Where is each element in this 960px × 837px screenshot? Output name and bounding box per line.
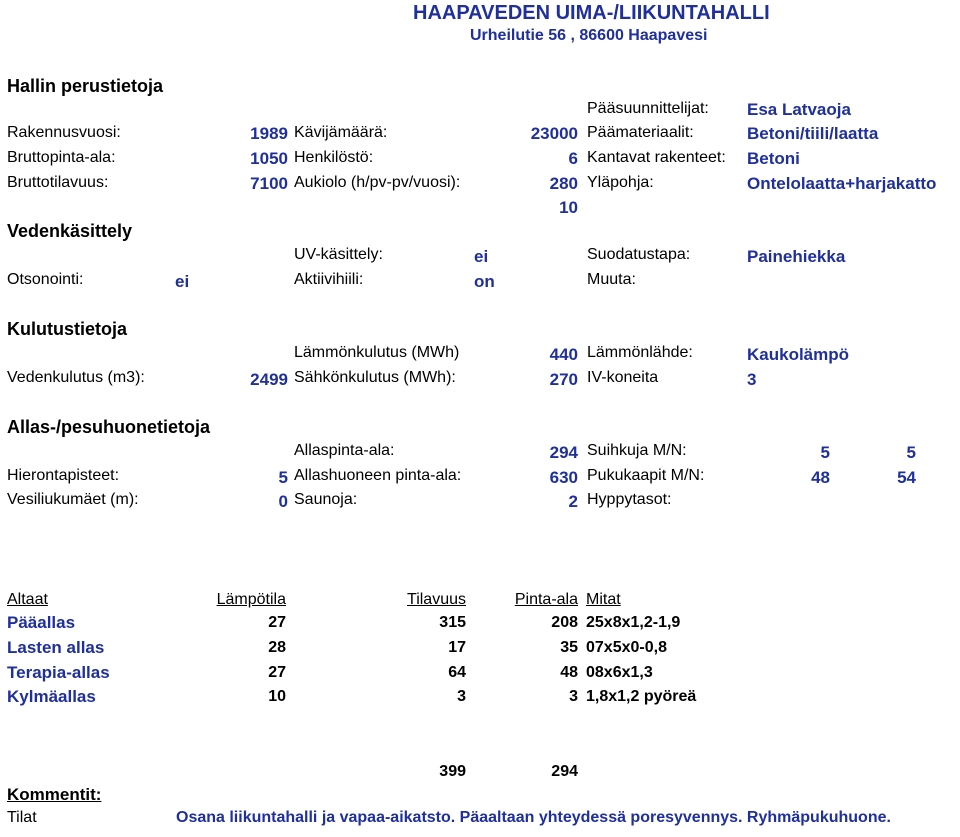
value-sahkonkulutus: 270 [549,370,578,389]
pool-mitat: 07x5x0-0,8 [586,639,667,656]
pool-pintaala: 208 [551,614,578,631]
pool-lampotila: 27 [268,614,286,631]
value-pukukaapit-m: 48 [811,468,830,487]
value-aukiolo: 280 [549,174,578,193]
value-pukukaapit-n: 54 [897,468,916,487]
value-kantavat: Betoni [747,149,800,168]
page-title: HAAPAVEDEN UIMA-/LIIKUNTAHALLI [413,2,770,24]
value-allashuone: 630 [549,468,578,487]
value-tilat: Osana liikuntahalli ja vapaa-aikatsto. Päaaltaan yhteydessä poresyvennys. Ryhmäpukuhuone. [176,809,891,826]
pool-tilavuus: 315 [439,614,466,631]
value-aukiolo-weeks: 10 [559,198,578,217]
pool-name: Kylmäallas [7,687,96,706]
label-ylapohja: Yläpohja: [587,174,654,191]
label-rakennusvuosi: Rakennusvuosi: [7,124,121,141]
section-heading-kulutus: Kulutustietoja [7,319,127,339]
kommentit-heading: Kommentit: [7,785,102,804]
value-suihkuja-m: 5 [820,443,830,462]
value-paasuunnittelijat: Esa Latvaoja [747,100,851,119]
value-henkilosto: 6 [568,149,578,168]
total-pintaala: 294 [551,763,578,780]
pool-pintaala: 3 [569,688,578,705]
label-aktiivihiili: Aktiivihiili: [294,271,364,288]
pool-lampotila: 27 [268,664,286,681]
value-lammonlahde: Kaukolämpö [747,345,850,364]
value-suihkuja-n: 5 [906,443,916,462]
section-heading-allas: Allas-/pesuhuonetietoja [7,417,211,437]
pool-mitat: 25x8x1,2-1,9 [586,614,681,631]
value-otsonointi: ei [175,272,190,291]
value-paamateriaalit: Betoni/tiili/laatta [747,124,879,143]
label-lammonkulutus: Lämmönkulutus (MWh) [294,344,460,361]
label-vesiliukumaet: Vesiliukumäet (m): [7,491,139,508]
label-paamateriaalit: Päämateriaalit: [587,124,694,141]
pool-lampotila: 10 [268,688,286,705]
label-tilat: Tilat [7,809,37,826]
pool-pintaala: 48 [560,664,578,681]
pool-pintaala: 35 [560,639,578,656]
value-lammonkulutus: 440 [549,345,578,364]
label-suodatus: Suodatustapa: [587,246,691,263]
value-bruttotilavuus: 7100 [250,174,288,193]
pool-tilavuus: 64 [448,664,466,681]
label-hierontapisteet: Hierontapisteet: [7,467,120,484]
label-saunoja: Saunoja: [294,491,358,508]
pool-tilavuus: 3 [457,688,466,705]
value-vedenkulutus: 2499 [250,370,288,389]
label-muuta: Muuta: [587,271,636,288]
label-aukiolo: Aukiolo (h/pv-pv/vuosi): [294,174,461,191]
label-bruttopinta: Bruttopinta-ala: [7,149,116,166]
label-kavijamaara: Kävijämäärä: [294,124,388,141]
label-kantavat: Kantavat rakenteet: [587,149,726,166]
table-header-tilavuus: Tilavuus [407,591,466,608]
label-bruttotilavuus: Bruttotilavuus: [7,174,109,191]
label-uv: UV-käsittely: [294,246,383,263]
label-paasuunnittelijat: Pääsuunnittelijat: [587,100,709,117]
value-aktiivihiili: on [474,272,495,291]
label-lammonlahde: Lämmönlähde: [587,344,693,361]
value-uv: ei [474,247,489,266]
label-suihkuja: Suihkuja M/N: [587,442,687,459]
label-allashuone: Allashuoneen pinta-ala: [294,468,462,484]
table-header-lampotila: Lämpötila [216,591,286,608]
section-heading-hallin: Hallin perustietoja [7,76,164,96]
value-rakennusvuosi: 1989 [250,124,288,143]
value-saunoja: 2 [568,492,578,511]
value-kavijamaara: 23000 [530,124,578,143]
label-ivkoneita: IV-koneita [587,369,659,386]
label-sahkonkulutus: Sähkönkulutus (MWh): [294,369,456,386]
value-bruttopinta: 1050 [250,149,288,168]
total-tilavuus: 399 [439,763,466,780]
label-pukukaapit: Pukukaapit M/N: [587,467,705,484]
table-header-pintaala: Pinta-ala [514,591,578,608]
value-ivkoneita: 3 [747,370,757,389]
label-hyppytasot: Hyppytasot: [587,491,672,508]
value-hierontapisteet: 5 [278,468,288,487]
label-henkilosto: Henkilöstö: [294,149,374,166]
pool-name: Lasten allas [7,638,105,657]
value-ylapohja: Ontelolaatta+harjakatto [747,174,937,193]
table-header-altaat: Altaat [7,591,48,608]
pool-mitat: 08x6x1,3 [586,664,653,681]
pool-mitat: 1,8x1,2 pyöreä [586,688,697,705]
pool-tilavuus: 17 [448,639,466,656]
value-allaspinta: 294 [549,443,578,462]
address: Urheilutie 56 , 86600 Haapavesi [470,27,708,44]
label-otsonointi: Otsonointi: [7,271,84,288]
value-vesiliukumaet: 0 [278,492,288,511]
pool-lampotila: 28 [268,639,286,656]
pool-name: Pääallas [7,613,76,632]
label-allaspinta: Allaspinta-ala: [294,442,395,459]
table-header-mitat: Mitat [586,591,621,608]
value-suodatus: Painehiekka [747,247,846,266]
label-vedenkulutus: Vedenkulutus (m3): [7,369,145,386]
section-heading-vedenkasittely: Vedenkäsittely [7,221,133,241]
pool-name: Terapia-allas [7,663,110,682]
